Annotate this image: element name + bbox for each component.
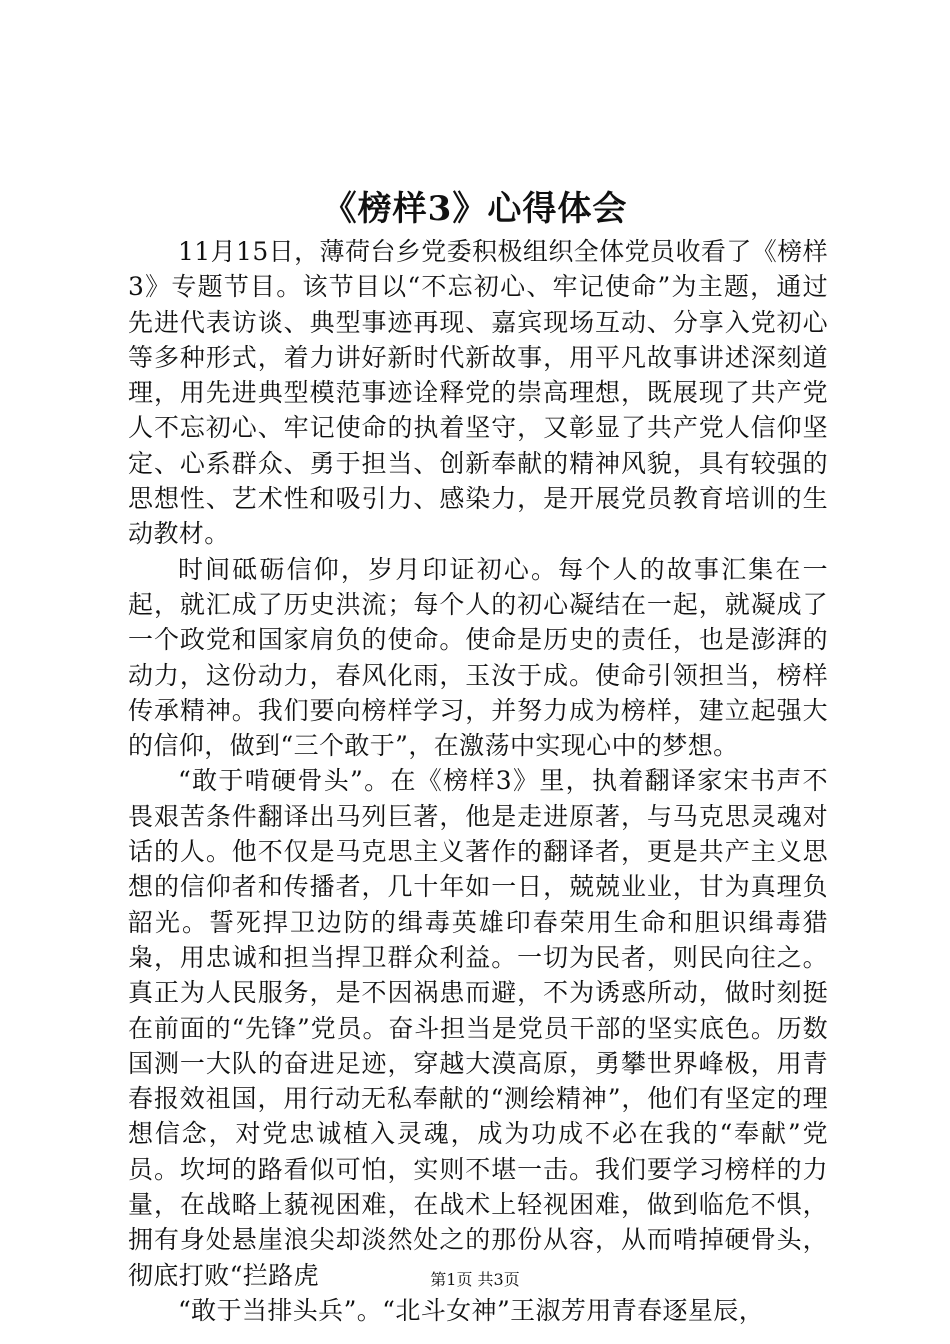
paragraph-3: “敢于啃硬骨头”。在《榜样3》里，执着翻译家宋书声不畏艰苦条件翻译出马列巨著，他是走进原著，与马克思灵魂对话的人。他不仅是马克思主义著作的翻译者，更是共产主义思想的信仰者和传播者，几十年如一日，兢兢业业，甘为真理负韶光。誓死捍卫边防的缉毒英雄印春荣用生命和胆识缉毒猎枭，用忠诚和担当捍卫群众利益。一切为民者，则民向往之。真正为人民服务，是不因祸患而避，不为诱惑所动，做时刻挺在前面的“先锋”党员。奋斗担当是党员干部的坚实底色。历数国测一大队的奋进足迹，穿越大漠高原，勇攀世界峰极，用青春报效祖国，用行动无私奉献的“测绘精神”，他们有坚定的理想信念，对党忠诚植入灵魂，成为功成不必在我的“奉献”党员。坎坷的路看似可怕，实则不堪一击。我们要学习榜样的力量，在战略上藐视困难，在战术上轻视困难，做到临危不惧，拥有身处悬崖浪尖却淡然处之的那份从容，从而啃掉硬骨头，彻底打败“拦路虎 [128,766,828,1290]
page-footer: 第1页 共3页 [430,1270,520,1289]
paragraph-1: 11月15日，薄荷台乡党委积极组织全体党员收看了《榜样3》专题节目。该节目以“不忘初心、牢记使命”为主题，通过先进代表访谈、典型事迹再现、嘉宾现场互动、分享入党初心等多种形式，着力讲好新时代新故事，用平凡故事讲述深刻道理，用先进典型模范事迹诠释党的崇高理想，既展现了共产党人不忘初心、牢记使命的执着坚守，又彰显了共产党人信仰坚定、心系群众、勇于担当、创新奉献的精神风貌，具有较强的思想性、艺术性和吸引力、感染力，是开展党员教育培训的生动教材。 [128,237,828,549]
document-body [128,234,828,1328]
document-title: 《榜样3》心得体会 [322,189,628,229]
paragraph-2: 时间砥砺信仰，岁月印证初心。每个人的故事汇集在一起，就汇成了历史洪流；每个人的初心凝结在一起，就凝成了一个政党和国家肩负的使命。使命是历史的责任，也是澎湃的动力，这份动力，春风化雨，玉汝于成。使命引领担当，榜样传承精神。我们要向榜样学习，并努力成为榜样，建立起强大的信仰，做到“三个敢于”，在激荡中实现心中的梦想。 [128,554,828,761]
paragraph-4: “敢于当排头兵”。“北斗女神”王淑芳用青春逐星辰， [178,1295,765,1325]
